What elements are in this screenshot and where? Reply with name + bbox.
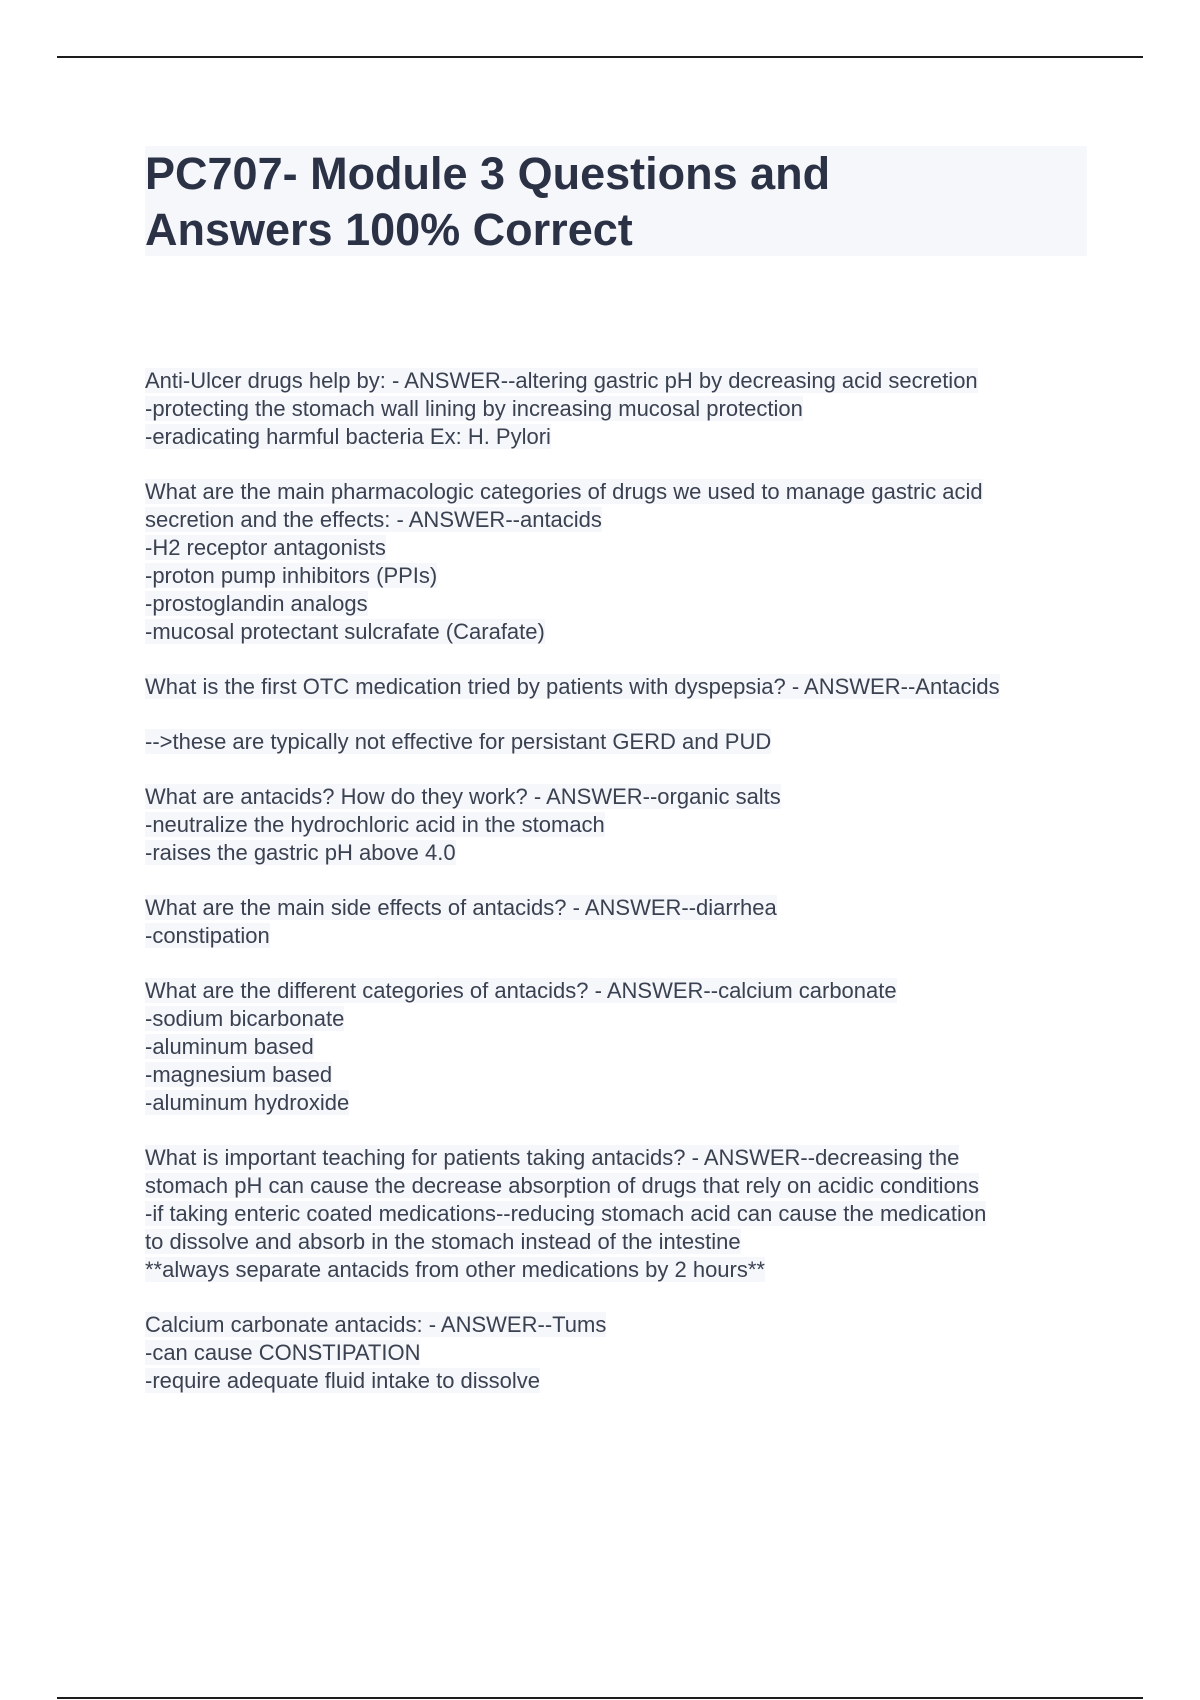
- qa-line-text: -magnesium based: [145, 1062, 333, 1087]
- qa-line-text: -raises the gastric pH above 4.0: [145, 840, 456, 865]
- top-divider: [57, 56, 1143, 58]
- qa-line-text: What are antacids? How do they work? - ANSWER--organic salts: [145, 784, 781, 809]
- qa-block: [145, 894, 1100, 950]
- qa-line: [145, 1089, 1100, 1117]
- qa-line-text: -eradicating harmful bacteria Ex: H. Pylori: [145, 424, 551, 449]
- qa-line: [145, 395, 1100, 423]
- qa-line-text: What are the main pharmacologic categories of drugs we used to manage gastric acid: [145, 479, 983, 504]
- qa-block: [145, 673, 1100, 701]
- qa-block: [145, 783, 1100, 867]
- qa-block: [145, 367, 1100, 451]
- bottom-divider: [57, 1697, 1143, 1699]
- qa-line: [145, 562, 1100, 590]
- qa-line: [145, 894, 1100, 922]
- qa-line-text: secretion and the effects: - ANSWER--antacids: [145, 507, 602, 532]
- qa-line-text: -->these are typically not effective for persistant GERD and PUD: [145, 729, 772, 754]
- qa-line-text: -proton pump inhibitors (PPIs): [145, 563, 438, 588]
- qa-line: [145, 977, 1100, 1005]
- qa-line-text: -neutralize the hydrochloric acid in the stomach: [145, 812, 605, 837]
- qa-line-text: Calcium carbonate antacids: - ANSWER--Tums: [145, 1312, 607, 1337]
- qa-line: [145, 839, 1100, 867]
- qa-line-text: -constipation: [145, 923, 270, 948]
- qa-line-text: -protecting the stomach wall lining by increasing mucosal protection: [145, 396, 803, 421]
- qa-line: [145, 1005, 1100, 1033]
- qa-line: [145, 1311, 1100, 1339]
- qa-line: [145, 478, 1100, 506]
- qa-line: [145, 367, 1100, 395]
- qa-line: [145, 811, 1100, 839]
- qa-line: [145, 590, 1100, 618]
- qa-line-text: -prostoglandin analogs: [145, 591, 368, 616]
- qa-line: [145, 506, 1100, 534]
- page-title-line-2: Answers 100% Correct: [145, 204, 633, 255]
- qa-line-text: **always separate antacids from other medications by 2 hours**: [145, 1257, 765, 1282]
- qa-line: [145, 1228, 1100, 1256]
- page-title: [145, 146, 1087, 256]
- qa-line: [145, 1144, 1100, 1172]
- qa-line: [145, 922, 1100, 950]
- qa-line: [145, 618, 1100, 646]
- qa-line-text: -if taking enteric coated medications--reducing stomach acid can cause the medication: [145, 1201, 987, 1226]
- qa-line-text: -H2 receptor antagonists: [145, 535, 386, 560]
- qa-line: [145, 783, 1100, 811]
- qa-line: [145, 673, 1100, 701]
- qa-line: [145, 1256, 1100, 1284]
- qa-line-text: stomach pH can cause the decrease absorption of drugs that rely on acidic conditions: [145, 1173, 980, 1198]
- qa-line: [145, 534, 1100, 562]
- qa-line: [145, 728, 1100, 756]
- qa-line-text: Anti-Ulcer drugs help by: - ANSWER--altering gastric pH by decreasing acid secretion: [145, 368, 978, 393]
- qa-line-text: to dissolve and absorb in the stomach instead of the intestine: [145, 1229, 741, 1254]
- question-answer-list: [145, 367, 1100, 1422]
- qa-line-text: -can cause CONSTIPATION: [145, 1340, 421, 1365]
- qa-line: [145, 1200, 1100, 1228]
- qa-line: [145, 423, 1100, 451]
- qa-line-text: -mucosal protectant sulcrafate (Carafate): [145, 619, 545, 644]
- qa-line-text: What is the first OTC medication tried by patients with dyspepsia? - ANSWER--Antacids: [145, 674, 1000, 699]
- qa-block: [145, 1144, 1100, 1284]
- qa-line: [145, 1033, 1100, 1061]
- qa-block: [145, 478, 1100, 646]
- qa-line-text: What is important teaching for patients taking antacids? - ANSWER--decreasing the: [145, 1145, 960, 1170]
- qa-line-text: What are the different categories of antacids? - ANSWER--calcium carbonate: [145, 978, 897, 1003]
- qa-line: [145, 1172, 1100, 1200]
- qa-line-text: -require adequate fluid intake to dissolve: [145, 1368, 541, 1393]
- qa-line-text: -aluminum based: [145, 1034, 314, 1059]
- qa-line-text: -sodium bicarbonate: [145, 1006, 345, 1031]
- qa-block: [145, 1311, 1100, 1395]
- page-title-line-1: PC707- Module 3 Questions and: [145, 148, 831, 199]
- qa-line-text: -aluminum hydroxide: [145, 1090, 350, 1115]
- qa-line: [145, 1367, 1100, 1395]
- qa-block: [145, 728, 1100, 756]
- qa-block: [145, 977, 1100, 1117]
- qa-line: [145, 1061, 1100, 1089]
- qa-line: [145, 1339, 1100, 1367]
- qa-line-text: What are the main side effects of antacids? - ANSWER--diarrhea: [145, 895, 777, 920]
